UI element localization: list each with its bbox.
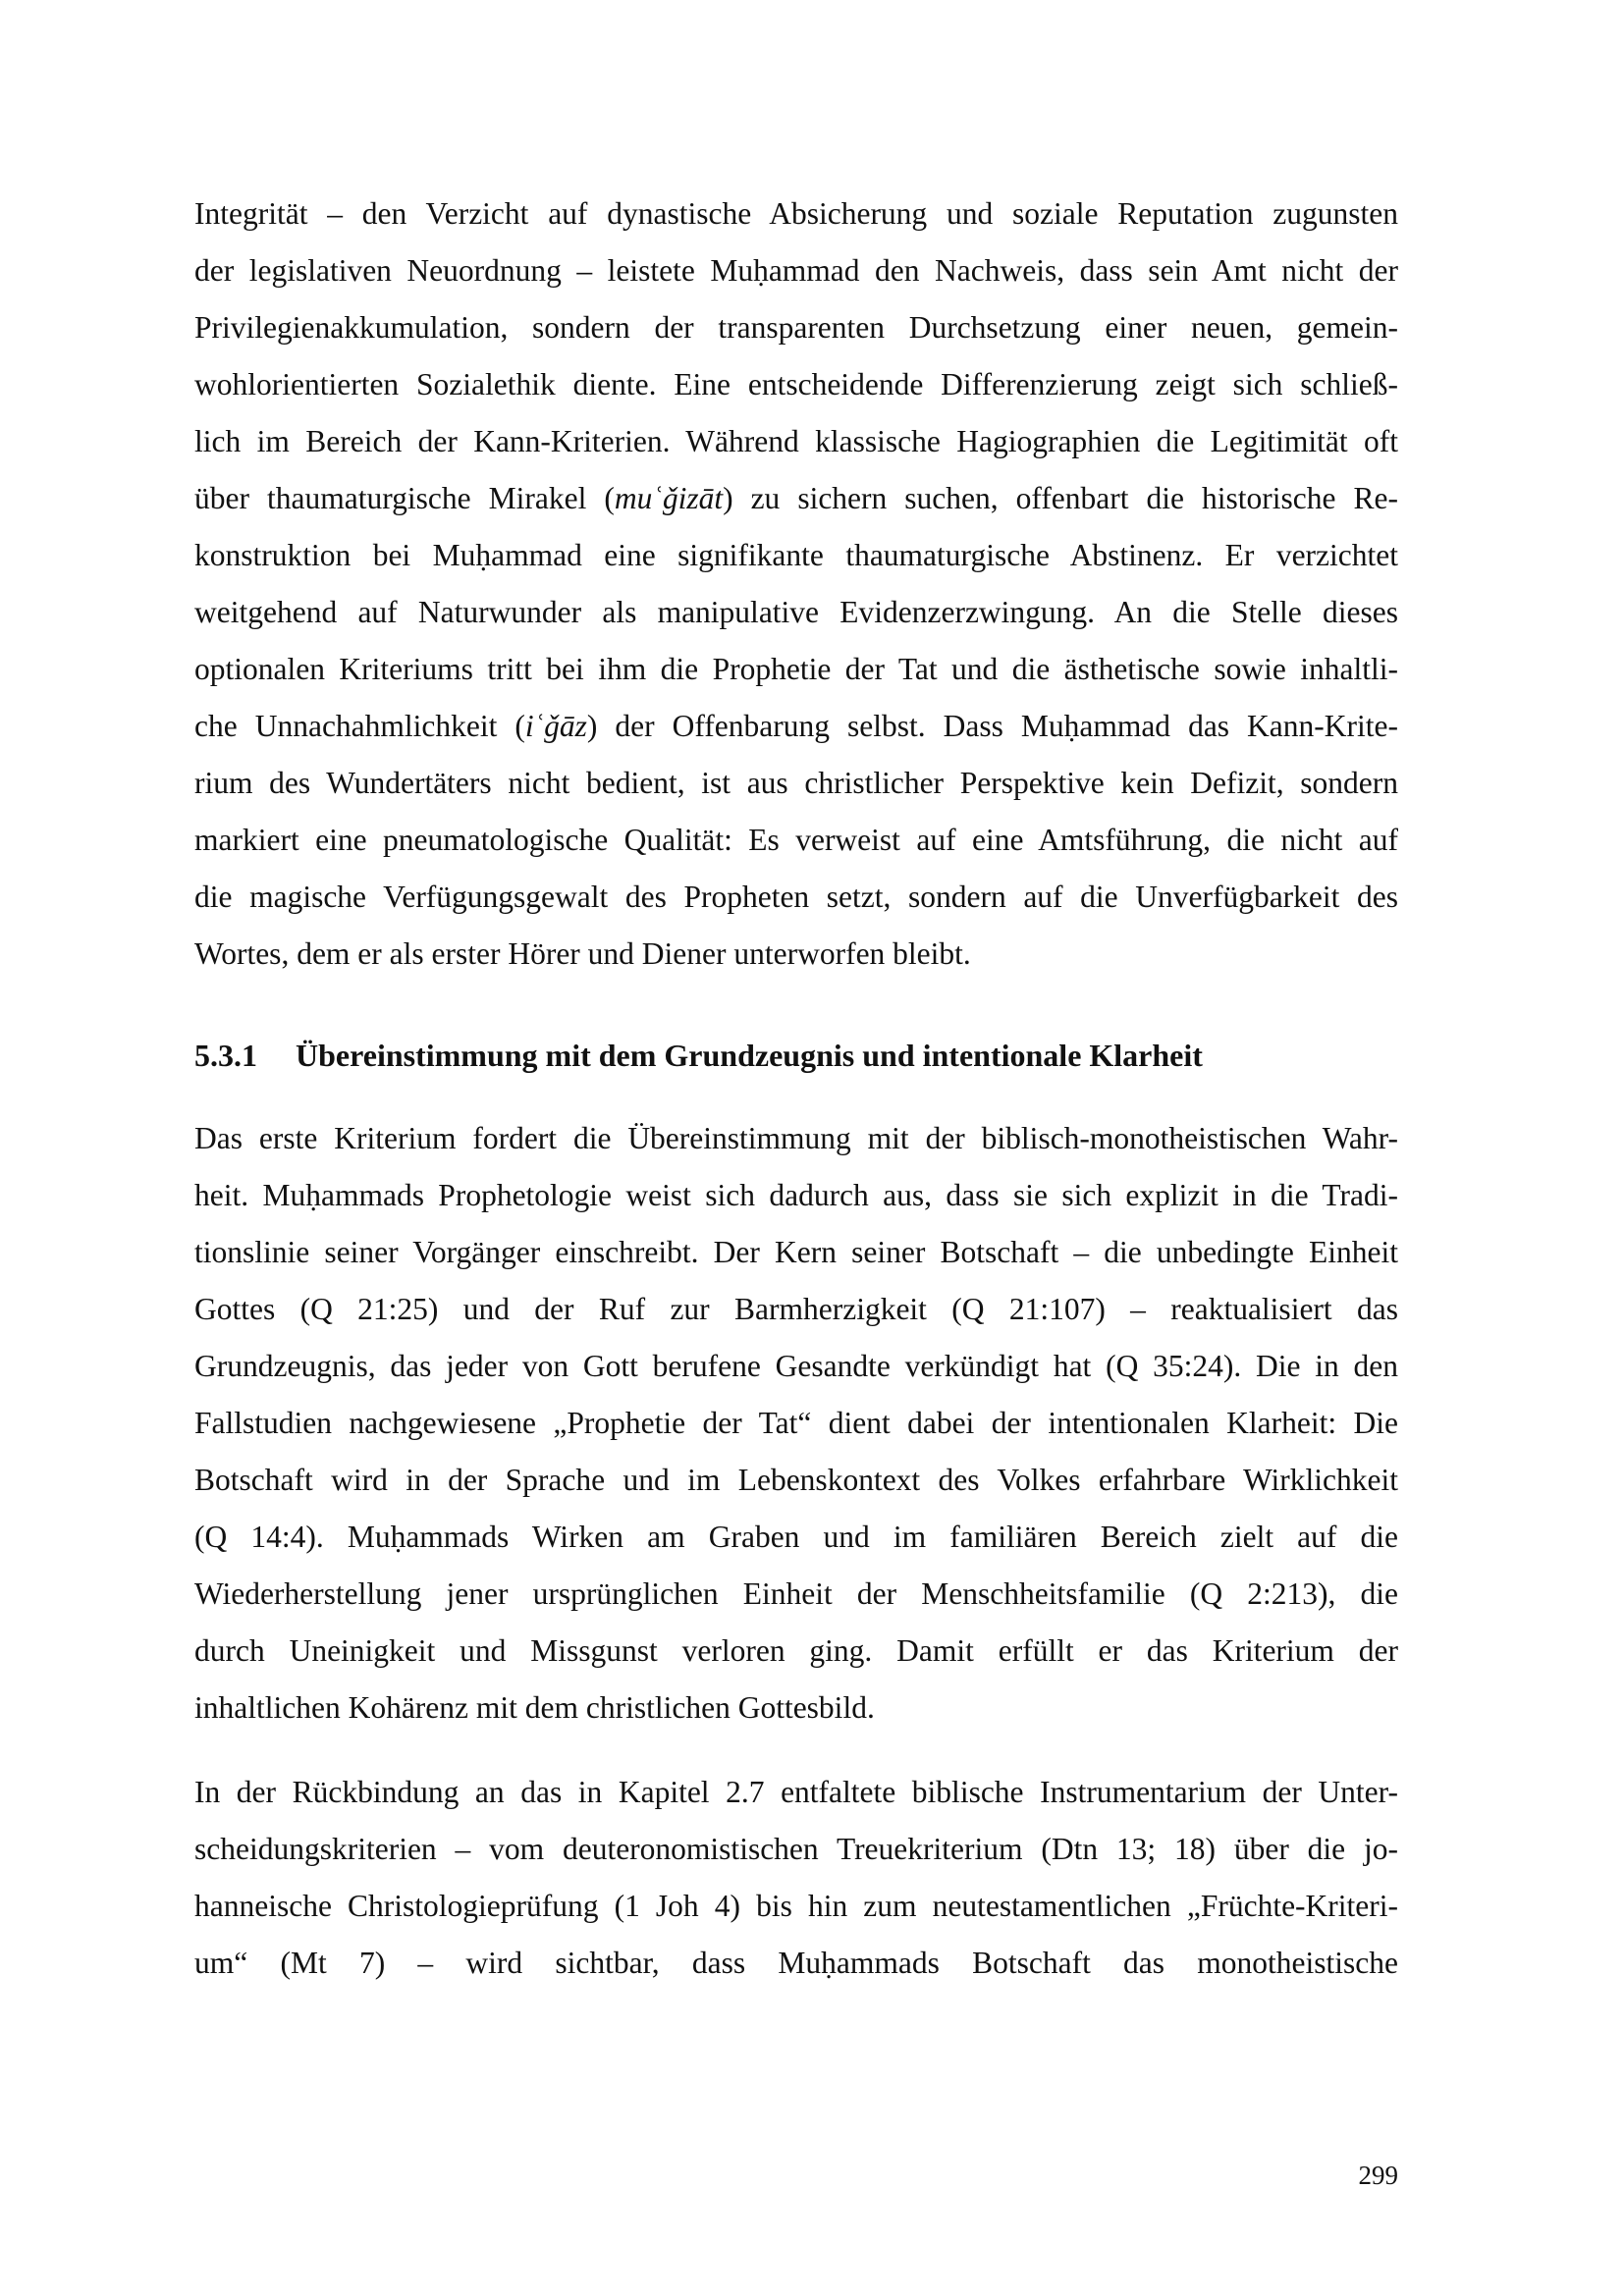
text-line: Botschaft wird in der Sprache und im Lebenskontext des Volkes erfahrbare Wirklichkeit <box>194 1463 1398 1497</box>
text-line: Grundzeugnis, das jeder von Gott berufene Gesandte verkündigt hat (Q 35:24). Die in den <box>194 1349 1398 1383</box>
text-run: ) zu sichern suchen, offenbart die historische Re- <box>723 481 1398 515</box>
text-line: konstruktion bei Muḥammad eine signifikante thaumaturgische Abstinenz. Er verzichtet <box>194 538 1398 572</box>
text-line: lich im Bereich der Kann-Kriterien. Während klassische Hagiographien die Legitimität oft <box>194 424 1398 458</box>
text-line: Gottes (Q 21:25) und der Ruf zur Barmherzigkeit (Q 21:107) – reaktualisiert das <box>194 1292 1398 1326</box>
italic-term: iʿǧāz <box>524 709 587 743</box>
text-line: der legislativen Neuordnung – leistete Muḥammad den Nachweis, dass sein Amt nicht der <box>194 253 1398 288</box>
text-line: durch Uneinigkeit und Missgunst verloren ging. Damit erfüllt er das Kriterium der <box>194 1633 1398 1668</box>
paragraph-1 <box>194 186 1398 983</box>
text-run: che Unnachahmlichkeit ( <box>194 709 525 743</box>
text-line: inhaltlichen Kohärenz mit dem christlichen Gottesbild. <box>194 1690 875 1725</box>
text-run: über thaumaturgische Mirakel ( <box>194 481 615 515</box>
text-line: heit. Muḥammads Prophetologie weist sich dadurch aus, dass sie sich explizit in die Tradi- <box>194 1178 1398 1212</box>
page-number: 299 <box>1358 2161 1398 2190</box>
section-title: Übereinstimmung mit dem Grundzeugnis und intentionale Klarheit <box>296 1038 1203 1073</box>
text-line-with-italic <box>194 698 1398 755</box>
paragraph-3 <box>194 1764 1398 1992</box>
text-line: Wortes, dem er als erster Hörer und Diener unterworfen bleibt. <box>194 936 971 971</box>
text-line: In der Rückbindung an das in Kapitel 2.7 entfaltete biblische Instrumentarium der Unter- <box>194 1775 1398 1809</box>
text-run: ) der Offenbarung selbst. Dass Muḥammad das Kann-Krite- <box>586 709 1398 743</box>
text-line: Integrität – den Verzicht auf dynastische Absicherung und soziale Reputation zugunsten <box>194 196 1398 231</box>
text-line: wohlorientierten Sozialethik diente. Eine entscheidende Differenzierung zeigt sich schließ- <box>194 367 1398 401</box>
text-line: (Q 14:4). Muḥammads Wirken am Graben und im familiären Bereich zielt auf die <box>194 1520 1398 1554</box>
text-line: Fallstudien nachgewiesene „Prophetie der Tat“ dient dabei der intentionalen Klarheit: Die <box>194 1406 1398 1440</box>
text-line: um“ (Mt 7) – wird sichtbar, dass Muḥammads Botschaft das monotheistische <box>194 1946 1398 1980</box>
section-heading <box>194 1027 1398 1084</box>
paragraph-2 <box>194 1110 1398 1736</box>
text-line-with-italic <box>194 470 1398 527</box>
text-line: Privilegienakkumulation, sondern der transparenten Durchsetzung einer neuen, gemein- <box>194 310 1398 345</box>
text-line: weitgehend auf Naturwunder als manipulative Evidenzerzwingung. An die Stelle dieses <box>194 595 1398 629</box>
text-line: optionalen Kriteriums tritt bei ihm die Prophetie der Tat und die ästhetische sowie inhaltli- <box>194 652 1398 686</box>
italic-term: muʿǧizāt <box>614 481 724 515</box>
text-line: Das erste Kriterium fordert die Übereinstimmung mit der biblisch-monotheistischen Wahr- <box>194 1121 1398 1155</box>
text-line: tionslinie seiner Vorgänger einschreibt. Der Kern seiner Botschaft – die unbedingte Einheit <box>194 1235 1398 1269</box>
section-number: 5.3.1 <box>194 1038 257 1073</box>
text-line: markiert eine pneumatologische Qualität: Es verweist auf eine Amtsführung, die nicht auf <box>194 823 1398 857</box>
text-line: die magische Verfügungsgewalt des Propheten setzt, sondern auf die Unverfügbarkeit des <box>194 880 1398 914</box>
text-line: scheidungskriterien – vom deuteronomistischen Treuekriterium (Dtn 13; 18) über die jo- <box>194 1832 1398 1866</box>
text-line: Wiederherstellung jener ursprünglichen Einheit der Menschheitsfamilie (Q 2:213), die <box>194 1576 1398 1611</box>
text-line: hanneische Christologieprüfung (1 Joh 4) bis hin zum neutestamentlichen „Früchte-Kriteri- <box>194 1889 1398 1923</box>
text-line: rium des Wundertäters nicht bedient, ist aus christlicher Perspektive kein Defizit, sondern <box>194 766 1398 800</box>
